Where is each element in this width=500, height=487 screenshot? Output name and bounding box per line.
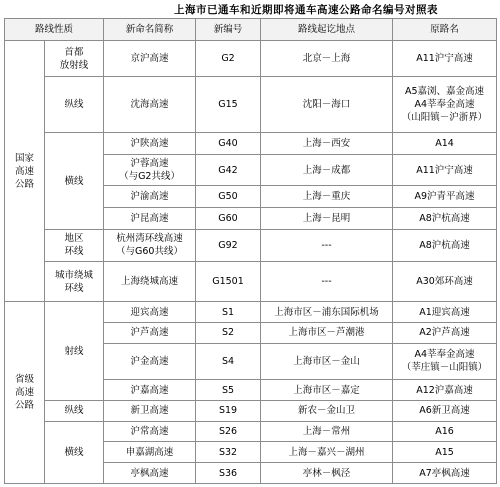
header-route-type: 路线性质 <box>5 19 104 41</box>
header-old-name: 原路名 <box>393 19 497 41</box>
cell-route: 上海市区－浦东国际机场 <box>261 302 393 323</box>
cell-route: 上海市区－芦潮港 <box>261 323 393 344</box>
type-capital-radial: 首都 放射线 <box>45 41 104 77</box>
cell-name: 沈海高速 <box>104 77 196 133</box>
cell-code: S36 <box>196 463 261 484</box>
cell-code: G60 <box>196 207 261 229</box>
cell-code: S2 <box>196 323 261 344</box>
cell-name: 沪芦高速 <box>104 323 196 344</box>
cell-old-name: A7亭枫高速 <box>393 463 497 484</box>
cell-code: S26 <box>196 421 261 442</box>
cell-old-name: A11沪宁高速 <box>393 155 497 186</box>
cell-name: 京沪高速 <box>104 41 196 77</box>
category-national: 国家 高速 公路 <box>5 41 45 302</box>
type-provincial-horizontal: 横线 <box>45 421 104 483</box>
type-horizontal: 横线 <box>45 133 104 229</box>
cell-code: G42 <box>196 155 261 186</box>
table-row <box>5 133 497 155</box>
cell-name: 沪嘉高速 <box>104 380 196 401</box>
type-city-ring: 城市绕城 环线 <box>45 261 104 301</box>
cell-code: S4 <box>196 343 261 379</box>
cell-route: 亭林－枫泾 <box>261 463 393 484</box>
cell-old-name: A16 <box>393 421 497 442</box>
header-row <box>5 19 497 41</box>
cell-old-name: A12沪嘉高速 <box>393 380 497 401</box>
table-row <box>5 261 497 301</box>
cell-code: S1 <box>196 302 261 323</box>
cell-route: 上海－重庆 <box>261 186 393 208</box>
cell-route: 上海－常州 <box>261 421 393 442</box>
cell-name: 亭枫高速 <box>104 463 196 484</box>
cell-route: 上海－嘉兴－湖州 <box>261 442 393 463</box>
cell-old-name: A8沪杭高速 <box>393 207 497 229</box>
cell-name: 杭州湾环线高速 （与G60共线） <box>104 229 196 261</box>
table-row <box>5 302 497 323</box>
cell-name: 沪昆高速 <box>104 207 196 229</box>
table-row <box>5 41 497 77</box>
cell-old-name: A15 <box>393 442 497 463</box>
cell-code: S32 <box>196 442 261 463</box>
cell-route: 上海－昆明 <box>261 207 393 229</box>
cell-name: 沪金高速 <box>104 343 196 379</box>
cell-code: G2 <box>196 41 261 77</box>
cell-old-name: A6新卫高速 <box>393 400 497 421</box>
cell-old-name: A8沪杭高速 <box>393 229 497 261</box>
cell-route: 沈阳－海口 <box>261 77 393 133</box>
cell-code: G1501 <box>196 261 261 301</box>
header-route: 路线起讫地点 <box>261 19 393 41</box>
cell-name: 沪蓉高速 （与G2共线） <box>104 155 196 186</box>
cell-old-name: A4莘奉金高速 （莘庄镇－山阳镇） <box>393 343 497 379</box>
cell-route: --- <box>261 229 393 261</box>
cell-old-name: A2沪芦高速 <box>393 323 497 344</box>
cell-route: 上海市区－金山 <box>261 343 393 379</box>
type-regional-ring: 地区 环线 <box>45 229 104 261</box>
cell-name: 沪渝高速 <box>104 186 196 208</box>
cell-name: 上海绕城高速 <box>104 261 196 301</box>
cell-code: G92 <box>196 229 261 261</box>
cell-route: --- <box>261 261 393 301</box>
cell-route: 上海市区－嘉定 <box>261 380 393 401</box>
cell-code: S5 <box>196 380 261 401</box>
cell-name: 沪陕高速 <box>104 133 196 155</box>
table-row <box>5 77 497 133</box>
cell-name: 沪常高速 <box>104 421 196 442</box>
cell-route: 北京－上海 <box>261 41 393 77</box>
type-provincial-vertical: 纵线 <box>45 400 104 421</box>
cell-code: G40 <box>196 133 261 155</box>
cell-code: S19 <box>196 400 261 421</box>
cell-old-name: A9沪青平高速 <box>393 186 497 208</box>
cell-route: 上海－西安 <box>261 133 393 155</box>
highway-table <box>4 18 497 484</box>
header-new-code: 新编号 <box>196 19 261 41</box>
cell-code: G50 <box>196 186 261 208</box>
cell-route: 上海－成都 <box>261 155 393 186</box>
cell-old-name: A14 <box>393 133 497 155</box>
cell-old-name: A1迎宾高速 <box>393 302 497 323</box>
table-title: 上海市已通车和近期即将通车高速公路命名编号对照表 <box>174 3 438 16</box>
cell-old-name: A5嘉浏、嘉金高速 A4莘奉金高速 （山阳镇－沪浙界） <box>393 77 497 133</box>
table-row <box>5 400 497 421</box>
header-new-name: 新命名简称 <box>104 19 196 41</box>
cell-name: 迎宾高速 <box>104 302 196 323</box>
category-provincial: 省级 高速 公路 <box>5 302 45 484</box>
cell-old-name: A30郊环高速 <box>393 261 497 301</box>
cell-code: G15 <box>196 77 261 133</box>
table-row <box>5 421 497 442</box>
type-vertical: 纵线 <box>45 77 104 133</box>
table-row <box>5 229 497 261</box>
cell-name: 新卫高速 <box>104 400 196 421</box>
cell-name: 申嘉湖高速 <box>104 442 196 463</box>
cell-route: 新农－金山卫 <box>261 400 393 421</box>
cell-old-name: A11沪宁高速 <box>393 41 497 77</box>
type-radial: 射线 <box>45 302 104 401</box>
